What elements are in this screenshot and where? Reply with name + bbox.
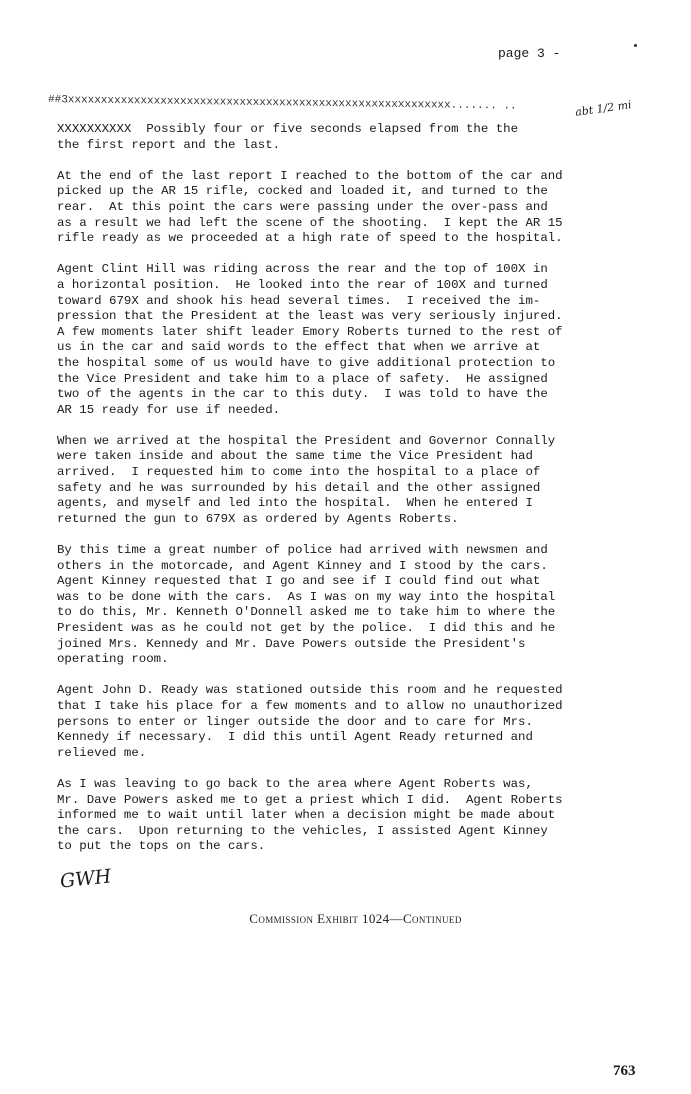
text-line: arrived. I requested him to come into the hospital to a place of (57, 465, 541, 480)
paragraph (57, 169, 617, 247)
handwritten-annotation: abt 1/2 mi (574, 98, 633, 119)
text-line: President was as he could not get by the police. I did this and he (57, 621, 556, 635)
text-line: toward 679X and shook his head several times. I received the im- (57, 293, 541, 308)
text-line: By this time a great number of police had arrived with newsmen and (57, 543, 548, 558)
text-line: was to be done with the cars. As I was on my way into the hospital (57, 589, 556, 604)
text-line: XXXXXXXXXX Possibly four or five seconds elapsed from the the (57, 122, 519, 136)
text-line: When we arrived at the hospital the President and Governor Connally (57, 433, 556, 448)
paragraph (57, 262, 617, 418)
text-line: the hospital some of us would have to give additional protection to (57, 355, 556, 370)
text-line: the cars. Upon returning to the vehicles, I assisted Agent Kinney (57, 823, 548, 838)
text-line: the Vice President and take him to a place of safety. He assigned (57, 371, 548, 386)
paragraph (57, 122, 617, 153)
text-line: to put the tops on the cars. (57, 839, 266, 854)
text-line: were taken inside and about the same time the Vice President had (57, 449, 533, 464)
exhibit-caption: Commission Exhibit 1024—Continued (249, 911, 462, 926)
text-line: picked up the AR 15 rifle, cocked and loaded it, and turned to the (57, 184, 548, 199)
text-line: At the end of the last report I reached to the bottom of the car and (57, 168, 563, 183)
text-line: Kennedy if necessary. I did this until Agent Ready returned and (57, 730, 533, 745)
paragraph (57, 434, 617, 528)
text-line: Agent Kinney requested that I go and see if I could find out what (57, 574, 541, 589)
text-line: a horizontal position. He looked into the rear of 100X and turned (57, 277, 548, 292)
text-line: pression that the President at the least was very seriously injured. (57, 309, 563, 324)
paragraph (57, 543, 617, 668)
page-header: page 3 - (498, 46, 561, 61)
text-line: As I was leaving to go back to the area where Agent Roberts was, (57, 776, 533, 791)
paragraph (57, 683, 617, 761)
text-line: AR 15 ready for use if needed. (57, 402, 281, 417)
text-line: relieved me. (57, 745, 147, 760)
text-line: Mr. Dave Powers asked me to get a priest which I did. Agent Roberts (57, 792, 563, 807)
page-number: 763 (613, 1063, 636, 1079)
text-line: persons to enter or linger outside the door and to care for Mrs. (57, 714, 533, 729)
stray-mark (634, 44, 637, 47)
text-line: that I take his place for a few moments and to allow no unauthorized (57, 698, 563, 713)
text-line: informed me to wait until later when a decision might be made about (57, 808, 556, 823)
text-line: agents, and myself and led into the hospital. When he entered I (57, 496, 533, 511)
text-line: two of the agents in the car to this duty. I was told to have the (57, 387, 548, 402)
text-line: as a result we had left the scene of the shooting. I kept the AR 15 (57, 215, 563, 230)
text-line: the first report and the last. (57, 137, 281, 152)
text-line: operating room. (57, 652, 169, 667)
document-body (57, 122, 617, 871)
text-line: others in the motorcade, and Agent Kinney and I stood by the cars. (57, 558, 548, 573)
handwritten-initials: GWH (58, 865, 113, 893)
text-line: rear. At this point the cars were passing under the over-pass and (57, 199, 548, 214)
text-line: us in the car and said words to the effect that when we arrive at (57, 340, 541, 355)
text-line: safety and he was surrounded by his detail and the other assigned (57, 480, 541, 495)
text-line: to do this, Mr. Kenneth O'Donnell asked me to take him to where the (57, 605, 556, 620)
text-line: A few moments later shift leader Emory Roberts turned to the rest of (57, 324, 563, 339)
text-line: joined Mrs. Kennedy and Mr. Dave Powers outside the President's (57, 636, 526, 651)
text-line: rifle ready as we proceeded at a high rate of speed to the hospital. (57, 231, 563, 246)
text-line: returned the gun to 679X as ordered by Agents Roberts. (57, 511, 459, 526)
text-line: Agent John D. Ready was stationed outside this room and he requested (57, 683, 563, 698)
paragraph (57, 777, 617, 855)
struck-out-line: ##3xxxxxxxxxxxxxxxxxxxxxxxxxxxxxxxxxxxxxxxxxxxxxxxxxxxxxxxxxx....... .. (47, 94, 517, 113)
text-line: Agent Clint Hill was riding across the rear and the top of 100X in (57, 262, 548, 277)
